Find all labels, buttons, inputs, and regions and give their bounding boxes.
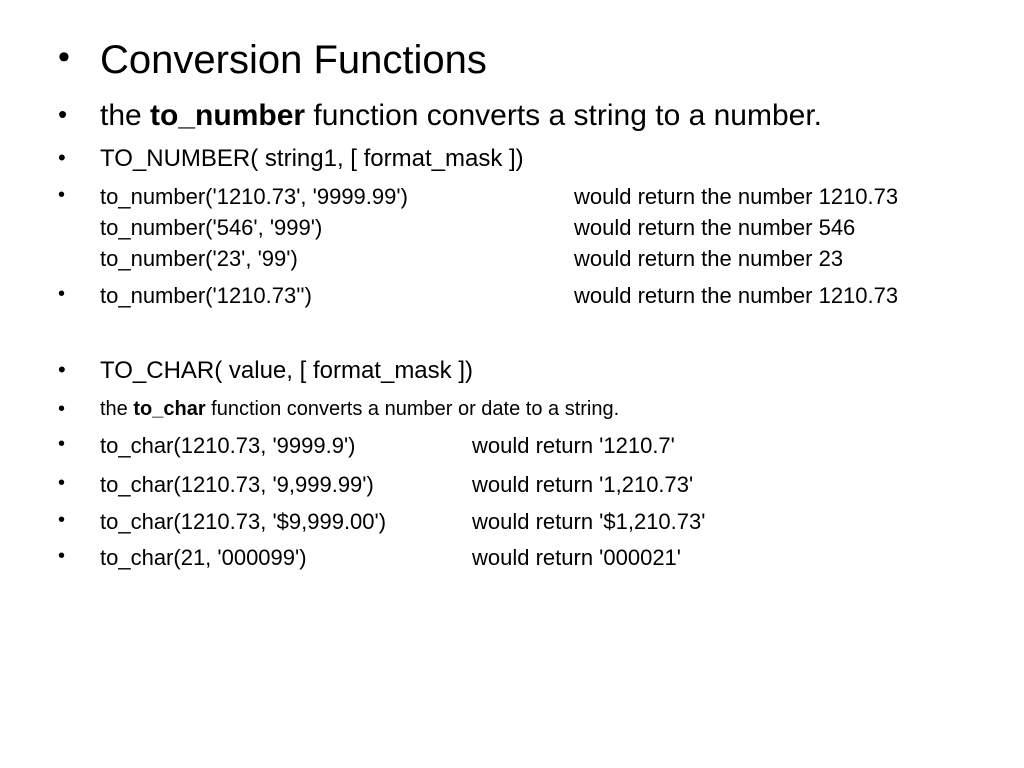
intro-text-after: function converts a string to a number. — [305, 99, 823, 132]
bullet: • — [58, 545, 66, 567]
bullet: • — [58, 184, 66, 206]
to-number-syntax: TO_NUMBER( string1, [ format_mask ]) — [100, 145, 524, 172]
example-call: to_char(1210.73, '$9,999.00') — [100, 509, 387, 534]
to-char-intro — [100, 398, 619, 421]
example-result: would return the number 546 — [574, 215, 856, 240]
example-result: would return '1210.7' — [472, 433, 675, 458]
bullet: • — [58, 433, 66, 455]
bullet: • — [58, 145, 66, 170]
function-name: to_number — [150, 99, 306, 132]
bullet: • — [58, 398, 66, 420]
bullet: • — [58, 38, 70, 76]
bullet: • — [58, 283, 66, 305]
to-char-syntax: TO_CHAR( value, [ format_mask ]) — [100, 357, 473, 384]
example-call: to_char(1210.73, '9999.9') — [100, 433, 356, 458]
intro-text-before: the — [100, 398, 134, 420]
example-call: to_char(1210.73, '9,999.99') — [100, 472, 374, 497]
function-name: to_char — [133, 398, 206, 420]
example-call: to_number('23', '99') — [100, 246, 298, 271]
slide-title: Conversion Functions — [100, 38, 487, 82]
example-result: would return the number 23 — [574, 246, 844, 271]
bullet: • — [58, 99, 68, 129]
intro-text-before: the — [100, 99, 151, 132]
example-result: would return '$1,210.73' — [472, 509, 706, 534]
bullet: • — [58, 472, 66, 494]
bullet: • — [58, 509, 66, 531]
example-call: to_char(21, '000099') — [100, 545, 307, 570]
intro-text-after: function converts a number or date to a string. — [205, 398, 620, 420]
example-result: would return the number 1210.73 — [574, 283, 899, 308]
to-number-intro — [100, 99, 822, 133]
example-call: to_number('1210.73'') — [100, 283, 312, 308]
example-result: would return the number 1210.73 — [574, 184, 899, 209]
bullet: • — [58, 357, 66, 382]
example-call: to_number('1210.73', '9999.99') — [100, 184, 408, 209]
example-result: would return '1,210.73' — [472, 472, 694, 497]
example-result: would return '000021' — [472, 545, 681, 570]
example-call: to_number('546', '999') — [100, 215, 323, 240]
